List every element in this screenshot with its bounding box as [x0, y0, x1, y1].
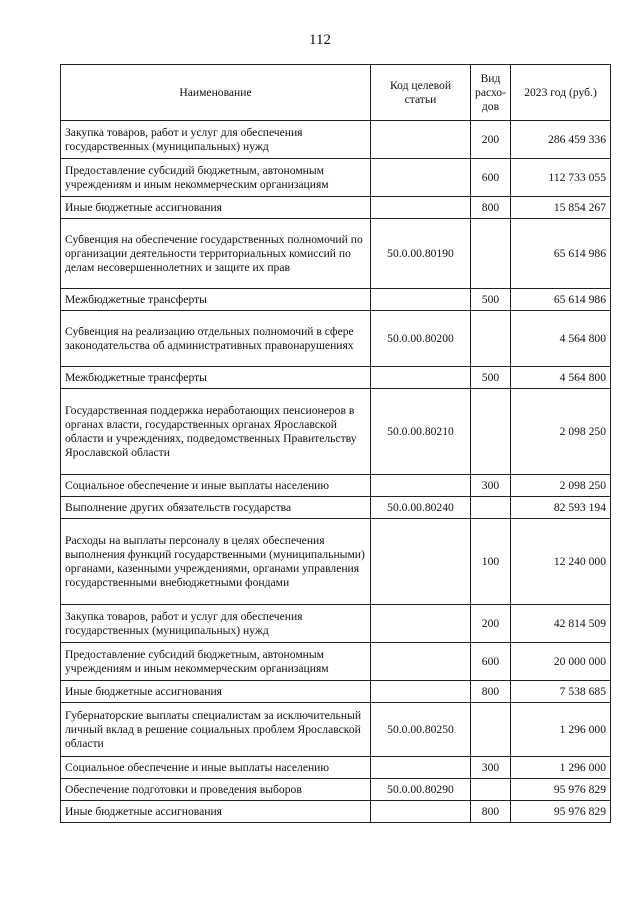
table-row: [61, 519, 611, 605]
row-code: [371, 757, 471, 779]
row-amount: 42 814 509: [511, 605, 611, 643]
row-code: [371, 197, 471, 219]
row-type: [471, 219, 511, 289]
header-type: Вид расхо-дов: [471, 65, 511, 121]
table-row: [61, 475, 611, 497]
table-row: [61, 219, 611, 289]
row-type: 500: [471, 289, 511, 311]
row-code: 50.0.00.80190: [371, 219, 471, 289]
row-code: 50.0.00.80290: [371, 779, 471, 801]
budget-table: [60, 64, 611, 823]
row-amount: 112 733 055: [511, 159, 611, 197]
table-row: [61, 681, 611, 703]
table-row: [61, 757, 611, 779]
table-row: [61, 121, 611, 159]
row-code: 50.0.00.80210: [371, 389, 471, 475]
row-code: [371, 643, 471, 681]
row-amount: 1 296 000: [511, 703, 611, 757]
row-type: [471, 497, 511, 519]
table-row: [61, 159, 611, 197]
row-amount: 286 459 336: [511, 121, 611, 159]
row-type: 300: [471, 475, 511, 497]
row-name: Субвенция на обеспечение государственных полномочий по организации деятельности территориальных комиссий по делам несовершеннолетних и защите их прав: [61, 219, 371, 289]
row-amount: 2 098 250: [511, 389, 611, 475]
row-amount: 65 614 986: [511, 219, 611, 289]
row-amount: 95 976 829: [511, 779, 611, 801]
table-header-row: [61, 65, 611, 121]
row-amount: 20 000 000: [511, 643, 611, 681]
row-amount: 95 976 829: [511, 801, 611, 823]
row-type: 800: [471, 801, 511, 823]
table-row: [61, 703, 611, 757]
table-row: [61, 497, 611, 519]
header-name: Наименование: [61, 65, 371, 121]
row-name: Губернаторские выплаты специалистам за исключительный личный вклад в решение социальных проблем Ярославской области: [61, 703, 371, 757]
row-name: Обеспечение подготовки и проведения выборов: [61, 779, 371, 801]
row-type: 500: [471, 367, 511, 389]
row-type: [471, 389, 511, 475]
row-code: [371, 121, 471, 159]
row-name: Иные бюджетные ассигнования: [61, 681, 371, 703]
row-type: [471, 703, 511, 757]
row-type: [471, 311, 511, 367]
row-name: Межбюджетные трансферты: [61, 367, 371, 389]
header-amount: 2023 год (руб.): [511, 65, 611, 121]
row-type: 200: [471, 121, 511, 159]
row-name: Закупка товаров, работ и услуг для обеспечения государственных (муниципальных) нужд: [61, 121, 371, 159]
row-name: Социальное обеспечение и иные выплаты населению: [61, 475, 371, 497]
row-name: Государственная поддержка неработающих пенсионеров в органах власти, государственных органах Ярославской области и учреждениях, подведомственных Правительству Ярославской области: [61, 389, 371, 475]
table-row: [61, 367, 611, 389]
row-type: 600: [471, 643, 511, 681]
row-name: Расходы на выплаты персоналу в целях обеспечения выполнения функций государственными (муниципальными) органами, казенными учреждениями, органами управления государственными внебюджетными фондами: [61, 519, 371, 605]
row-amount: 12 240 000: [511, 519, 611, 605]
row-code: [371, 681, 471, 703]
row-code: [371, 159, 471, 197]
row-type: 800: [471, 681, 511, 703]
row-amount: 2 098 250: [511, 475, 611, 497]
row-type: 100: [471, 519, 511, 605]
row-amount: 4 564 800: [511, 311, 611, 367]
table-row: [61, 779, 611, 801]
row-name: Иные бюджетные ассигнования: [61, 197, 371, 219]
row-name: Закупка товаров, работ и услуг для обеспечения государственных (муниципальных) нужд: [61, 605, 371, 643]
table-row: [61, 643, 611, 681]
row-amount: 4 564 800: [511, 367, 611, 389]
row-code: 50.0.00.80240: [371, 497, 471, 519]
row-amount: 82 593 194: [511, 497, 611, 519]
row-name: Предоставление субсидий бюджетным, автономным учреждениям и иным некоммерческим организациям: [61, 643, 371, 681]
table-row: [61, 197, 611, 219]
table-row: [61, 389, 611, 475]
row-code: [371, 519, 471, 605]
row-amount: 1 296 000: [511, 757, 611, 779]
row-name: Предоставление субсидий бюджетным, автономным учреждениям и иным некоммерческим организациям: [61, 159, 371, 197]
page-number: 112: [309, 32, 331, 48]
row-name: Выполнение других обязательств государства: [61, 497, 371, 519]
row-type: 600: [471, 159, 511, 197]
table-row: [61, 311, 611, 367]
row-code: [371, 475, 471, 497]
table-row: [61, 605, 611, 643]
row-code: [371, 801, 471, 823]
row-name: Субвенция на реализацию отдельных полномочий в сфере законодательства об административных правонарушениях: [61, 311, 371, 367]
table-row: [61, 801, 611, 823]
row-code: [371, 367, 471, 389]
row-code: 50.0.00.80200: [371, 311, 471, 367]
row-type: 800: [471, 197, 511, 219]
header-code: Код целевой статьи: [371, 65, 471, 121]
row-amount: 15 854 267: [511, 197, 611, 219]
row-amount: 7 538 685: [511, 681, 611, 703]
row-code: [371, 289, 471, 311]
table-row: [61, 289, 611, 311]
row-name: Межбюджетные трансферты: [61, 289, 371, 311]
row-type: [471, 779, 511, 801]
row-type: 300: [471, 757, 511, 779]
row-code: 50.0.00.80250: [371, 703, 471, 757]
row-type: 200: [471, 605, 511, 643]
row-name: Социальное обеспечение и иные выплаты населению: [61, 757, 371, 779]
row-name: Иные бюджетные ассигнования: [61, 801, 371, 823]
row-code: [371, 605, 471, 643]
row-amount: 65 614 986: [511, 289, 611, 311]
